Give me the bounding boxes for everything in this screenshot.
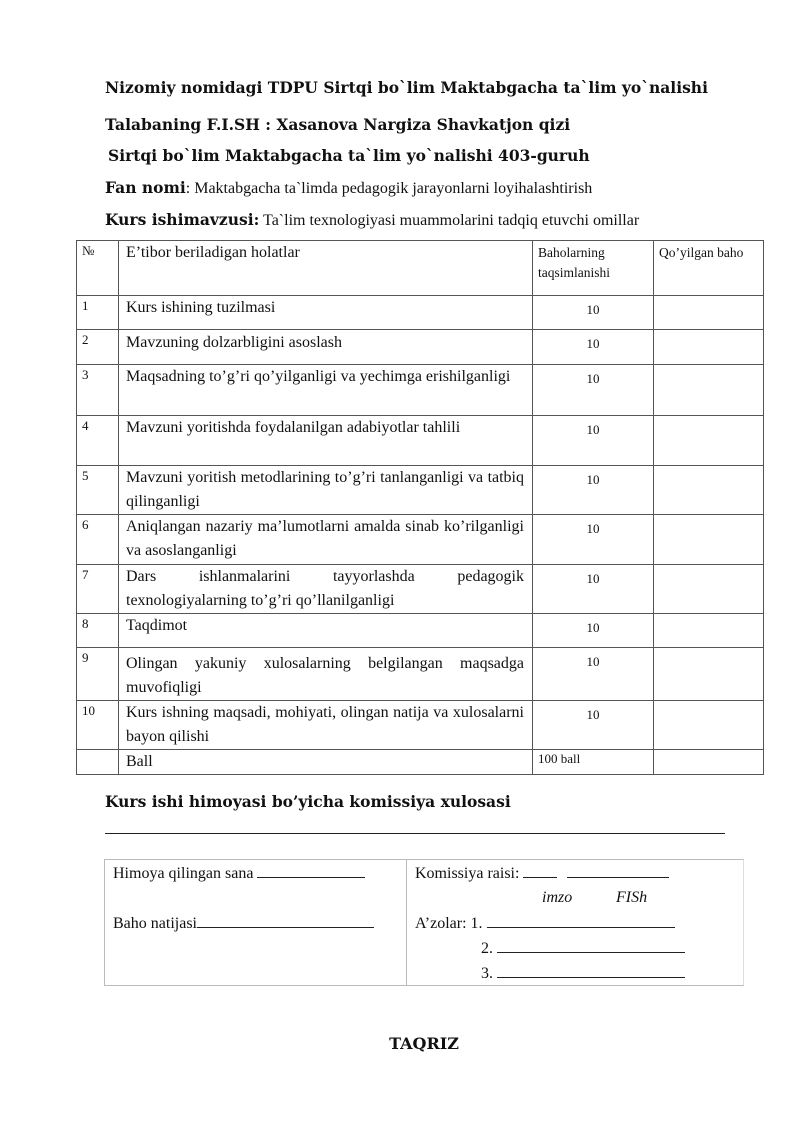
table-row bbox=[77, 701, 764, 750]
box-divider bbox=[406, 860, 407, 985]
institution-line: Nizomiy nomidagi TDPU Sirtqi bo`lim Maktabgacha ta`lim yo`nalishi bbox=[105, 78, 708, 97]
member-1-field[interactable] bbox=[415, 913, 675, 933]
grade-result-blank[interactable] bbox=[197, 913, 374, 928]
chair-label: Komissiya raisi: bbox=[415, 865, 520, 882]
row-grade-cell[interactable] bbox=[654, 614, 764, 648]
row-criteria: Mavzuni yoritishda foydalanilgan adabiyotlar tahlili bbox=[119, 416, 533, 466]
row-score: 10 bbox=[533, 648, 654, 701]
subject-line bbox=[105, 178, 592, 199]
total-number-cell bbox=[77, 750, 119, 775]
subject-label: Fan nomi bbox=[105, 178, 186, 197]
row-grade-cell[interactable] bbox=[654, 416, 764, 466]
conclusion-line[interactable] bbox=[105, 833, 725, 834]
grading-table bbox=[76, 240, 764, 775]
chair-name-blank[interactable] bbox=[567, 863, 669, 878]
total-row bbox=[77, 750, 764, 775]
signature-caption: imzo bbox=[542, 889, 573, 906]
member-3-label: 3. bbox=[481, 965, 493, 982]
row-score: 10 bbox=[533, 330, 654, 365]
table-row bbox=[77, 515, 764, 565]
members-label: A’zolar: 1. bbox=[415, 915, 483, 932]
row-criteria: Taqdimot bbox=[119, 614, 533, 648]
header-criteria: E’tibor beriladigan holatlar bbox=[119, 241, 533, 296]
total-grade-cell[interactable] bbox=[654, 750, 764, 775]
commission-title: Kurs ishi himoyasi bo’yicha komissiya xulosasi bbox=[105, 792, 511, 811]
chair-signature-blank[interactable] bbox=[523, 863, 557, 878]
subject-value: : Maktabgacha ta`limda pedagogik jarayonlarni loyihalashtirish bbox=[185, 180, 593, 197]
table-row bbox=[77, 648, 764, 701]
row-criteria: Mavzuning dolzarbligini asoslash bbox=[119, 330, 533, 365]
member-3-field[interactable] bbox=[481, 963, 685, 983]
commission-box bbox=[104, 859, 744, 986]
member-3-blank[interactable] bbox=[497, 963, 685, 978]
row-grade-cell[interactable] bbox=[654, 648, 764, 701]
row-criteria: Kurs ishning maqsadi, mohiyati, olingan natija va xulosalarni bayon qilishi bbox=[119, 701, 533, 750]
row-score: 10 bbox=[533, 296, 654, 330]
row-score: 10 bbox=[533, 416, 654, 466]
row-grade-cell[interactable] bbox=[654, 515, 764, 565]
header-number: № bbox=[77, 241, 119, 296]
row-number: 8 bbox=[77, 614, 119, 648]
row-number: 9 bbox=[77, 648, 119, 701]
row-number: 4 bbox=[77, 416, 119, 466]
row-grade-cell[interactable] bbox=[654, 466, 764, 515]
total-label: Ball bbox=[119, 750, 533, 775]
row-score: 10 bbox=[533, 365, 654, 416]
chair-field[interactable] bbox=[415, 863, 669, 883]
row-grade-cell[interactable] bbox=[654, 330, 764, 365]
row-score: 10 bbox=[533, 466, 654, 515]
row-score: 10 bbox=[533, 701, 654, 750]
table-row bbox=[77, 416, 764, 466]
member-2-field[interactable] bbox=[481, 938, 685, 958]
member-2-label: 2. bbox=[481, 940, 493, 957]
row-criteria: Mavzuni yoritish metodlarining to’g’ri tanlanganligi va tatbiq qilinganligi bbox=[119, 466, 533, 515]
member-1-blank[interactable] bbox=[487, 913, 675, 928]
row-score: 10 bbox=[533, 614, 654, 648]
row-grade-cell[interactable] bbox=[654, 365, 764, 416]
row-score: 10 bbox=[533, 515, 654, 565]
table-row bbox=[77, 565, 764, 614]
grade-result-field[interactable] bbox=[113, 913, 374, 933]
topic-label: Kurs ishimavzusi: bbox=[105, 210, 260, 229]
row-number: 7 bbox=[77, 565, 119, 614]
row-number: 1 bbox=[77, 296, 119, 330]
row-grade-cell[interactable] bbox=[654, 296, 764, 330]
row-number: 3 bbox=[77, 365, 119, 416]
row-criteria: Aniqlangan nazariy ma’lumotlarni amalda sinab ko’rilganligi va asoslanganligi bbox=[119, 515, 533, 565]
total-value: 100 ball bbox=[533, 750, 654, 775]
defense-date-field[interactable] bbox=[113, 863, 365, 883]
topic-value: Ta`lim texnologiyasi muammolarini tadqiq etuvchi omillar bbox=[259, 212, 640, 229]
defense-date-blank[interactable] bbox=[257, 863, 365, 878]
row-criteria: Olingan yakuniy xulosalarning belgilangan maqsadga muvofiqligi bbox=[119, 648, 533, 701]
table-row bbox=[77, 365, 764, 416]
table-header-row bbox=[77, 241, 764, 296]
topic-line bbox=[105, 210, 639, 231]
row-number: 5 bbox=[77, 466, 119, 515]
grade-result-label: Baho natijasi bbox=[113, 915, 197, 932]
row-number: 2 bbox=[77, 330, 119, 365]
defense-date-label: Himoya qilingan sana bbox=[113, 865, 254, 882]
row-score: 10 bbox=[533, 565, 654, 614]
row-criteria: Maqsadning to’g’ri qo’yilganligi va yechimga erishilganligi bbox=[119, 365, 533, 416]
student-line: Talabaning F.I.SH : Xasanova Nargiza Shavkatjon qizi bbox=[105, 115, 571, 134]
review-title: TAQRIZ bbox=[389, 1034, 459, 1053]
table-row bbox=[77, 614, 764, 648]
header-grade: Qo’yilgan baho bbox=[654, 241, 764, 296]
header-distribution: Baholarning taqsimlanishi bbox=[533, 241, 654, 296]
row-number: 10 bbox=[77, 701, 119, 750]
name-caption: FISh bbox=[616, 889, 648, 906]
table-row bbox=[77, 296, 764, 330]
table-row bbox=[77, 466, 764, 515]
member-2-blank[interactable] bbox=[497, 938, 685, 953]
row-grade-cell[interactable] bbox=[654, 565, 764, 614]
row-grade-cell[interactable] bbox=[654, 701, 764, 750]
row-number: 6 bbox=[77, 515, 119, 565]
row-criteria: Kurs ishining tuzilmasi bbox=[119, 296, 533, 330]
table-row bbox=[77, 330, 764, 365]
row-criteria: Dars ishlanmalarini tayyorlashda pedagogik texnologiyalarning to’g’ri qo’llanilganligi bbox=[119, 565, 533, 614]
group-line: Sirtqi bo`lim Maktabgacha ta`lim yo`nalishi 403-guruh bbox=[108, 146, 590, 165]
